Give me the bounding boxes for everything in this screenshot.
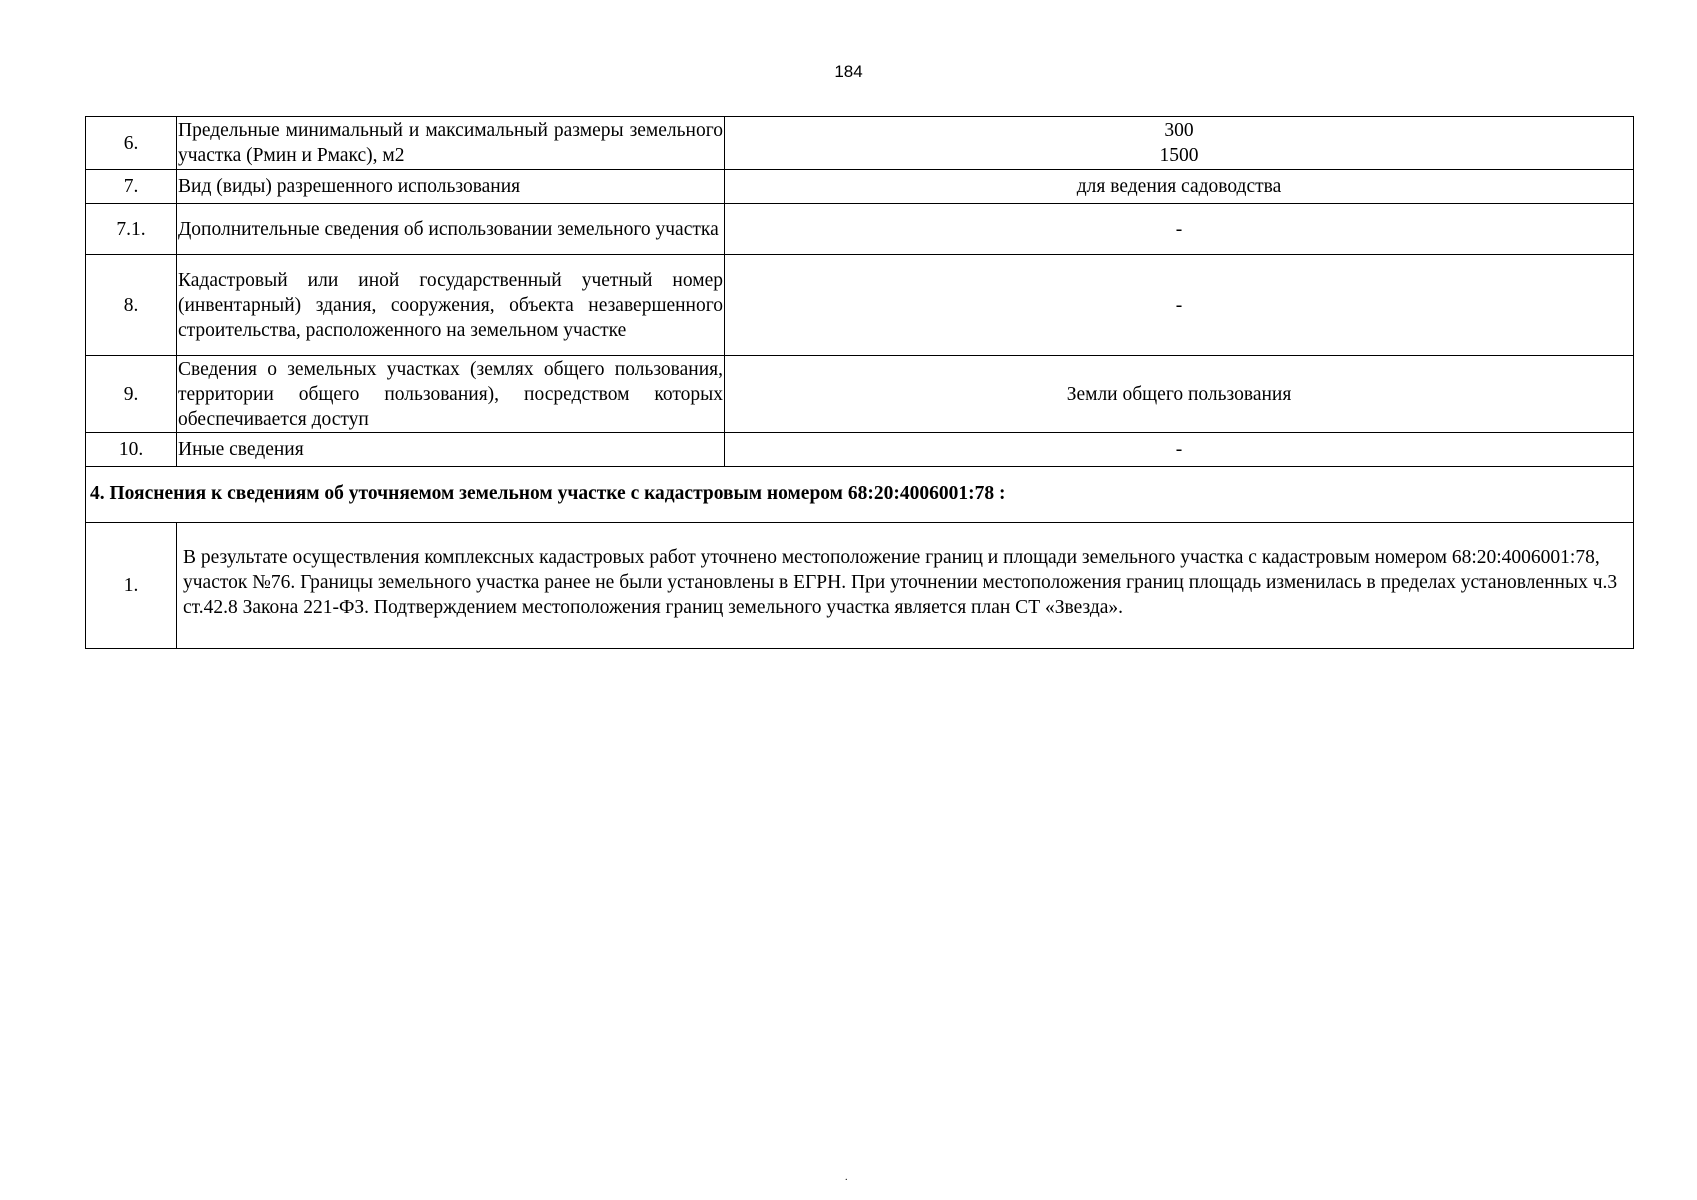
row-number: 6. [86, 117, 177, 170]
note-number: 1. [86, 523, 177, 649]
row-value: Земли общего пользования [725, 356, 1634, 433]
row-value: - [725, 204, 1634, 255]
land-plot-info-table [85, 116, 1634, 649]
table-row [86, 204, 1634, 255]
min-size-value: 300 [1164, 120, 1194, 141]
note-text: В результате осуществления комплексных кадастровых работ уточнено местоположение границ и площади земельного участка с кадастровым номером 68:20:4006001:78, участок №76. Границы земельного участка ранее не были установлены в ЕГРН. При уточнении местоположения границ площадь изменилась в пределах установленных ч.3 ст.42.8 Закона 221-ФЗ. Подтверждением местоположения границ земельного участка является план СТ «Звезда». [177, 523, 1634, 649]
row-number: 9. [86, 356, 177, 433]
table-row [86, 170, 1634, 204]
max-size-value: 1500 [1159, 145, 1199, 166]
row-value: - [725, 433, 1634, 467]
table-row [86, 433, 1634, 467]
row-value [725, 117, 1634, 170]
row-description: Предельные минимальный и максимальный размеры земельного участка (Pмин и Pмакс), м2 [177, 117, 725, 170]
table-row [86, 523, 1634, 649]
row-description: Кадастровый или иной государственный учетный номер (инвентарный) здания, сооружения, объекта незавершенного строительства, расположенного на земельном участке [177, 255, 725, 356]
row-number: 10. [86, 433, 177, 467]
row-number: 8. [86, 255, 177, 356]
row-description: Иные сведения [177, 433, 725, 467]
footer-mark: . [845, 1172, 848, 1183]
row-description: Дополнительные сведения об использовании земельного участка [177, 204, 725, 255]
section-header-row [86, 467, 1634, 523]
row-description: Вид (виды) разрешенного использования [177, 170, 725, 204]
row-description: Сведения о земельных участках (землях общего пользования, территории общего пользования), посредством которых обеспечивается доступ [177, 356, 725, 433]
row-value: - [725, 255, 1634, 356]
table-row [86, 356, 1634, 433]
row-number: 7. [86, 170, 177, 204]
row-number: 7.1. [86, 204, 177, 255]
table-row [86, 255, 1634, 356]
page-number: 184 [834, 62, 863, 81]
row-value: для ведения садоводства [725, 170, 1634, 204]
section-title: 4. Пояснения к сведениям об уточняемом земельном участке с кадастровым номером 68:20:4006001:78 : [86, 467, 1634, 523]
table-row [86, 117, 1634, 170]
